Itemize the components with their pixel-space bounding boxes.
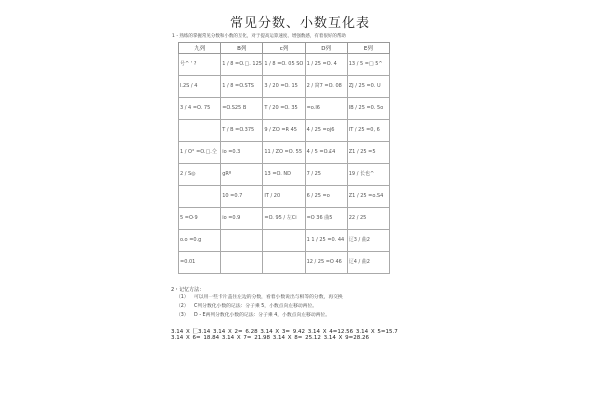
column-header: 九列 xyxy=(179,43,221,54)
cell-value: 10 =0.7 xyxy=(222,192,243,199)
table-cell xyxy=(179,142,221,164)
cell-value: IB / 25 =0. 5o xyxy=(348,104,384,111)
cell-value: T / B =O.375 xyxy=(222,126,255,133)
table-cell xyxy=(179,230,221,252)
cell-value: 22 / 25 xyxy=(348,214,367,221)
cell-value: =o.I6 xyxy=(306,104,320,111)
cell-value: Z1 / 25 =o.S4 xyxy=(348,192,384,199)
table-row xyxy=(179,120,390,142)
table-cell xyxy=(179,186,221,208)
table-cell xyxy=(347,120,389,142)
table-cell xyxy=(305,120,347,142)
cell-value: l.2S / 4 xyxy=(180,82,198,89)
table-cell xyxy=(221,252,263,274)
cell-value: IT / 20 xyxy=(264,192,281,199)
cell-value: 1 / 8 =O. 05 SO xyxy=(264,60,304,67)
cell-value: 2 / S◎ xyxy=(180,170,196,177)
cell-value: =0.01 xyxy=(180,258,196,265)
table-header-row xyxy=(179,43,390,54)
table-cell xyxy=(179,76,221,98)
table-cell xyxy=(263,208,305,230)
table-cell xyxy=(221,142,263,164)
list-item: （1） 可以用一些卡片盖住左边的分数，看着小数说出与相等的分数，再交换 xyxy=(176,295,343,300)
cell-value: T / 20 =O. 35 xyxy=(264,104,298,111)
table-cell xyxy=(263,98,305,120)
table-cell xyxy=(347,76,389,98)
table-cell xyxy=(263,76,305,98)
column-header: E列 xyxy=(347,43,389,54)
table-cell xyxy=(263,230,305,252)
table-row xyxy=(179,98,390,120)
cell-value: o.o =0.g xyxy=(180,236,202,243)
table-cell xyxy=(221,98,263,120)
column-header: B列 xyxy=(221,43,263,54)
table-cell xyxy=(263,164,305,186)
column-header: c列 xyxy=(263,43,305,54)
cell-value: 13 / 5 =□ 5^ xyxy=(348,60,383,67)
page-title: 常见分数、小数互化表 xyxy=(229,16,370,31)
table-row xyxy=(179,230,390,252)
cell-value: 辽3 / 曲2 xyxy=(348,236,370,243)
cell-value: Z1 / 25 =5 xyxy=(348,148,376,155)
multiplication-row-1: 3.14 X 匚3.14 3.14 X 2= 6.28 3.14 X 3= 9.42 3.14 X 4=12.56 3.14 X 5=15.7 xyxy=(171,329,398,335)
table-cell xyxy=(221,208,263,230)
cell-value: ZJ / 25 =0. U xyxy=(348,82,381,89)
table-cell xyxy=(179,252,221,274)
cell-value: 11 / ZO =O. 55 xyxy=(264,148,303,155)
multiplication-row-2: 3.14 X 6= 18.84 3.14 X 7= 21.98 3.14 X 8= 25.12 3.14 X 9=28.26 xyxy=(171,335,369,341)
cell-value: =O 36 曲5 xyxy=(306,214,333,221)
table-cell xyxy=(347,98,389,120)
table-cell xyxy=(305,208,347,230)
cell-value: 4 / 25 =oj6 xyxy=(306,126,335,133)
table-row xyxy=(179,54,390,76)
cell-value: 3 / 4 =O. 75 xyxy=(180,104,211,111)
memory-method-title: 2・记忆方法： xyxy=(171,287,205,293)
table-cell xyxy=(347,164,389,186)
memory-method-list xyxy=(176,293,343,320)
table-cell xyxy=(347,252,389,274)
table-cell xyxy=(263,54,305,76)
table-cell xyxy=(347,208,389,230)
cell-value: io =0.9 xyxy=(222,214,241,221)
cell-value: gRº xyxy=(222,170,232,177)
table-cell xyxy=(221,230,263,252)
table-row xyxy=(179,164,390,186)
table-cell xyxy=(263,252,305,274)
list-item: （2） C列分数化小数的记法：分子乘 5，小数点向左移动两位。 xyxy=(176,304,318,309)
list-item: （3） D・E两列分数化小数的记法：分子乘 4，小数点向左移动两位。 xyxy=(176,313,331,318)
cell-value: =O. 95 / 左Ci xyxy=(264,214,297,221)
table-cell xyxy=(347,186,389,208)
table-cell xyxy=(179,164,221,186)
table-cell xyxy=(347,230,389,252)
cell-value: 1 / 8 =O.□. 125 xyxy=(222,60,262,67)
table-cell xyxy=(347,142,389,164)
cell-value: 1 / 25 =O. 4 xyxy=(306,60,337,67)
cell-value: 4 / 5 =O.£4 xyxy=(306,148,336,155)
table-row xyxy=(179,252,390,274)
table-cell xyxy=(179,208,221,230)
table-row xyxy=(179,142,390,164)
intro-text: 1・熟练的掌握常见分数和小数的互化，对于提高运算速度、增强数感，有着很好的帮助 xyxy=(172,34,346,39)
cell-value: 5 =O·9 xyxy=(180,214,198,221)
cell-value: 1 / 8 =O.STS xyxy=(222,82,254,89)
table-cell xyxy=(305,98,347,120)
cell-value: 12 / 25 =O 46 xyxy=(306,258,342,265)
table-cell xyxy=(305,252,347,274)
table-cell xyxy=(305,230,347,252)
cell-value: 6 / 25 =o xyxy=(306,192,330,199)
table-cell xyxy=(179,98,221,120)
table-row xyxy=(179,186,390,208)
cell-value: 9 / ZO =R 45 xyxy=(264,126,297,133)
cell-value: io =0.3 xyxy=(222,148,241,155)
table-cell xyxy=(221,186,263,208)
table-cell xyxy=(347,54,389,76)
table-cell xyxy=(221,54,263,76)
cell-value: 1 1 / 25 =0. 44 xyxy=(306,236,345,243)
cell-value: 辽4 / 曲2 xyxy=(348,258,370,265)
cell-value: 7 / 25 xyxy=(306,170,321,177)
table-row xyxy=(179,76,390,98)
cell-value: 19 / 长也^ xyxy=(348,170,375,177)
table-cell xyxy=(221,76,263,98)
table-cell xyxy=(305,142,347,164)
cell-value: 2 / 窝7 =O. 08 xyxy=(306,82,342,89)
cell-value: 13 =O. ND xyxy=(264,170,292,177)
table-cell xyxy=(263,120,305,142)
table-cell xyxy=(263,186,305,208)
cell-value: 号^ ' ? xyxy=(180,60,197,67)
table-cell xyxy=(305,54,347,76)
column-header: D列 xyxy=(305,43,347,54)
cell-value: 3 / 20 =O. 15 xyxy=(264,82,298,89)
table-cell xyxy=(221,164,263,186)
table-row xyxy=(179,208,390,230)
table-cell xyxy=(305,164,347,186)
table-cell xyxy=(305,186,347,208)
table-cell xyxy=(179,120,221,142)
table-cell xyxy=(221,120,263,142)
conversion-table xyxy=(178,42,390,274)
table-cell xyxy=(263,142,305,164)
cell-value: 1 / O° =O.□.仝 xyxy=(180,148,217,155)
table-cell xyxy=(305,76,347,98)
table-cell xyxy=(179,54,221,76)
cell-value: =O.S25 B xyxy=(222,104,247,111)
cell-value: IT / 25 =0, 6 xyxy=(348,126,380,133)
table-body xyxy=(179,54,390,274)
